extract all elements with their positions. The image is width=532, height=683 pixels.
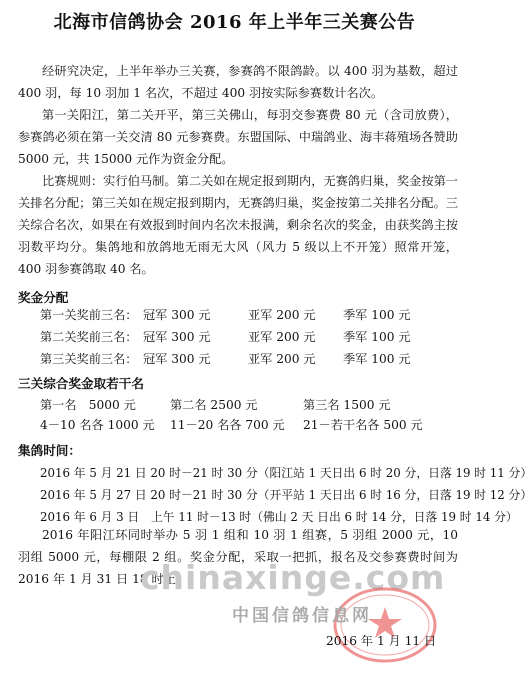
- combined-prize-row: [40, 416, 460, 436]
- combined-prize-b: 第二名 2500 元: [170, 398, 258, 412]
- schedule-line: 2016 年 5 月 27 日 20 时－21 时 30 分（开平站 1 天日出 6 时 16 分，日落 19 时 12 分）: [40, 488, 532, 502]
- site-watermark: chinaxinge.com: [140, 558, 446, 597]
- prize-third: 季军 100 元: [343, 308, 411, 322]
- combined-prize-c: 21－若干名各 500 元: [303, 418, 423, 432]
- prize-row: [40, 306, 460, 326]
- prize-first: 冠军 300 元: [143, 330, 211, 344]
- combined-prize-row: [40, 396, 460, 416]
- combined-prize-a: 4－10 名各 1000 元: [40, 418, 155, 432]
- prize-first: 冠军 300 元: [143, 308, 211, 322]
- stages-paragraph: 第一关阳江，第二关开平，第三关佛山，每羽交参赛费 80 元（含司放费），参赛鸽必须在第一关交清 80 元参赛费。东盟国际、中瑞鸽业、海丰蒋殖场各赞助 5000 元，共 15000 元作为资金分配。: [18, 108, 458, 166]
- prize-row: [40, 350, 460, 370]
- combined-prize-b: 11－20 名各 700 元: [170, 418, 285, 432]
- rules-paragraph: 比赛规则：实行伯马制。第二关如在规定报到期内，无赛鸽归巢，奖金按第一关排名分配；第三关如在规定报到期内，无赛鸽归巢，奖金按第二关排名分配。三关综合名次，如果在有效报到时间内名次未报满，剩余名次的奖金，由获奖鸽主按羽数平均分。集鸽地和放鸽地无雨无大风（风力 5 级以上不开笼）照常开笼，400 羽参赛鸽取 40 名。: [18, 174, 458, 276]
- schedule-line: 2016 年 5 月 21 日 20 时－21 时 30 分（阳江站 1 天日出 6 时 20 分，日落 19 时 11 分）: [40, 466, 532, 480]
- schedule-heading: 集鸽时间：: [18, 443, 81, 458]
- page-title: 北海市信鸽协会 2016 年上半年三关赛公告: [53, 12, 416, 33]
- schedule-note: 2016 年阳江环同时举办 5 羽 1 组和 10 羽 1 组赛，5 羽组 2000 元，10 羽组 5000 元，每棚限 2 组。奖金分配，采取一把抓，报名及交参赛费时间为 2016 年 1 月 31 日 18 时止。: [18, 528, 458, 586]
- prize-heading: 奖金分配: [18, 290, 69, 305]
- prize-row-label: 第一关奖前三名：: [40, 308, 138, 322]
- prize-third: 季军 100 元: [343, 330, 411, 344]
- schedule-line: 2016 年 6 月 3 日 上午 11 时－13 时（佛山 2 天 日出 6 时 14 分，日落 19 时 14 分）: [40, 510, 518, 524]
- combined-prize-c: 第三名 1500 元: [303, 398, 391, 412]
- prize-row-label: 第三关奖前三名：: [40, 352, 138, 366]
- combined-prize-a: 第一名 5000 元: [40, 398, 136, 412]
- prize-row: [40, 328, 460, 348]
- prize-first: 冠军 300 元: [143, 352, 211, 366]
- notice-date: 2016 年 1 月 11 日: [326, 634, 437, 648]
- site-name: 中国信鸽信息网: [232, 606, 372, 626]
- prize-second: 亚军 200 元: [248, 330, 316, 344]
- intro-paragraph: 经研究决定，上半年举办三关赛，参赛鸽不限鸽龄。以 400 羽为基数，超过 400 羽，每 10 羽加 1 名次，不超过 400 羽按实际参赛数计名次。: [18, 64, 458, 100]
- combined-prize-heading: 三关综合奖金取若干名: [18, 376, 144, 391]
- prize-second: 亚军 200 元: [248, 308, 316, 322]
- prize-row-label: 第二关奖前三名：: [40, 330, 138, 344]
- prize-second: 亚军 200 元: [248, 352, 316, 366]
- prize-third: 季军 100 元: [343, 352, 411, 366]
